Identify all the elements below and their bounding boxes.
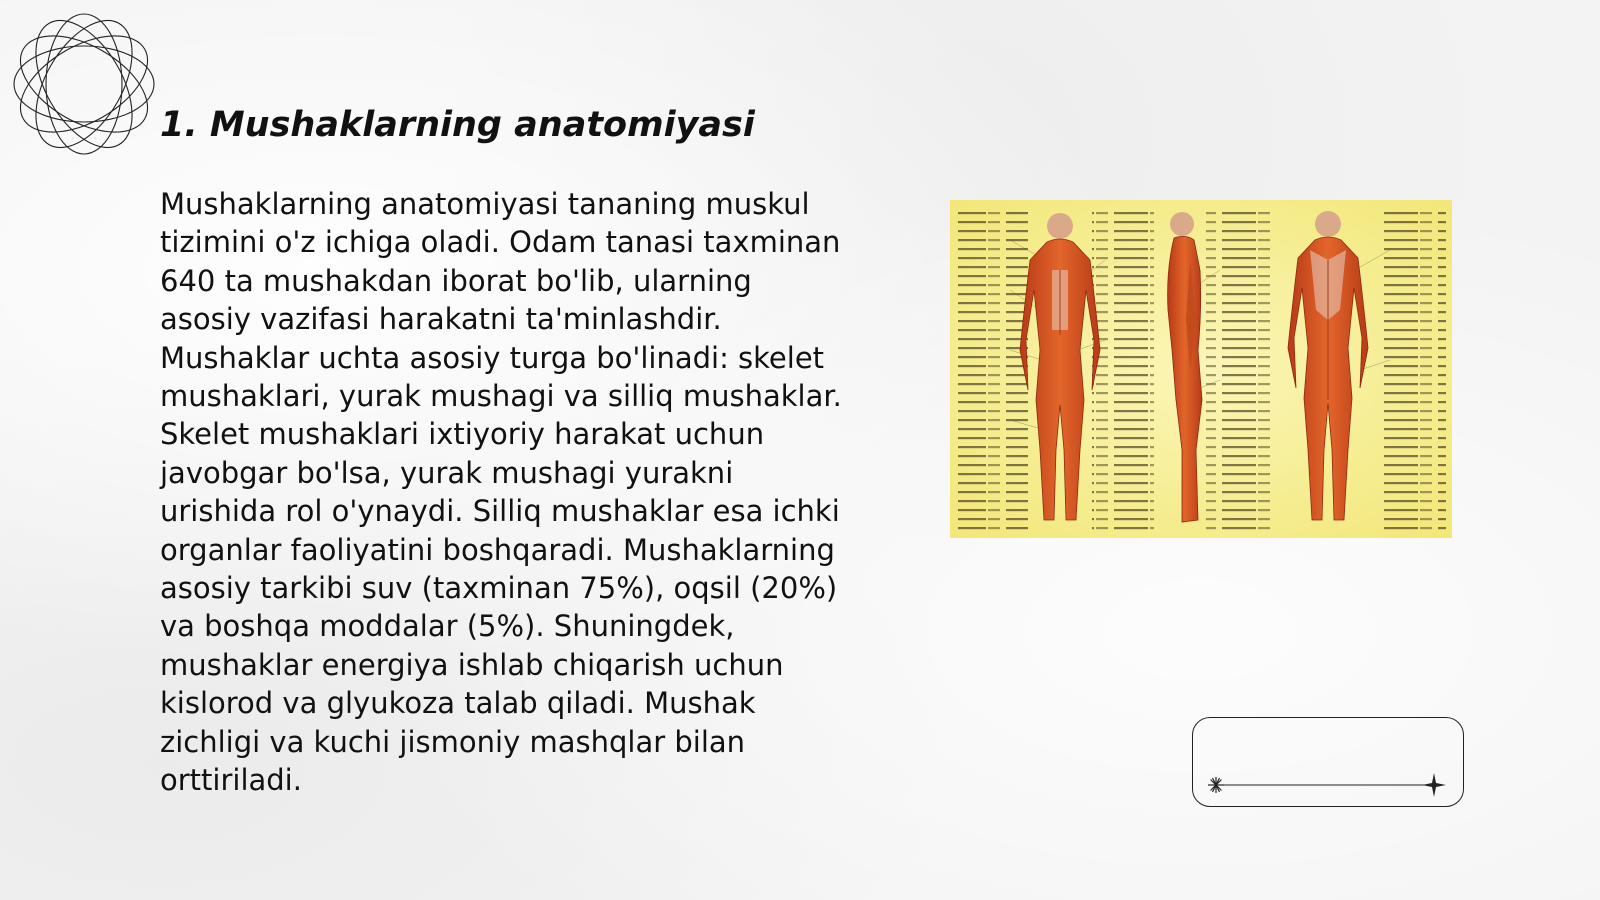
human-muscle-anatomy-chart-icon	[950, 200, 1452, 538]
rosette-ornament-icon	[10, 10, 158, 158]
slide-title: 1. Mushaklarning anatomiyasi	[160, 105, 755, 145]
sparkle-icon	[1208, 777, 1224, 793]
slide-body-text: Mushaklarning anatomiyasi tananing muskul tizimini o'z ichiga oladi. Odam tanasi taxminan 640 ta mushakdan iborat bo'lib, ularning asosiy vazifasi harakatni ta'minlashdir. Mushaklar uchta asosiy turga bo'linadi: skelet mushaklari, yurak mushagi va silliq mushaklar. Skelet mushaklari ixtiyoriy harakat uchun javobgar bo'lsa, yurak mushagi yurakni urishida rol o'ynaydi. Silliq mushaklar esa ichki organlar faoliyatini boshqaradi. Mushaklarning asosiy tarkibi suv (taxminan 75%), oqsil (20%) va boshqa moddalar (5%). Shuningdek, mushaklar energiya ishlab chiqarish uchun kislorod va glyukoza talab qiladi. Mushak zichligi va kuchi jismoniy mashqlar bilan orttiriladi.	[160, 187, 842, 798]
decorative-line	[1200, 770, 1450, 800]
four-point-star-icon	[1422, 773, 1446, 797]
